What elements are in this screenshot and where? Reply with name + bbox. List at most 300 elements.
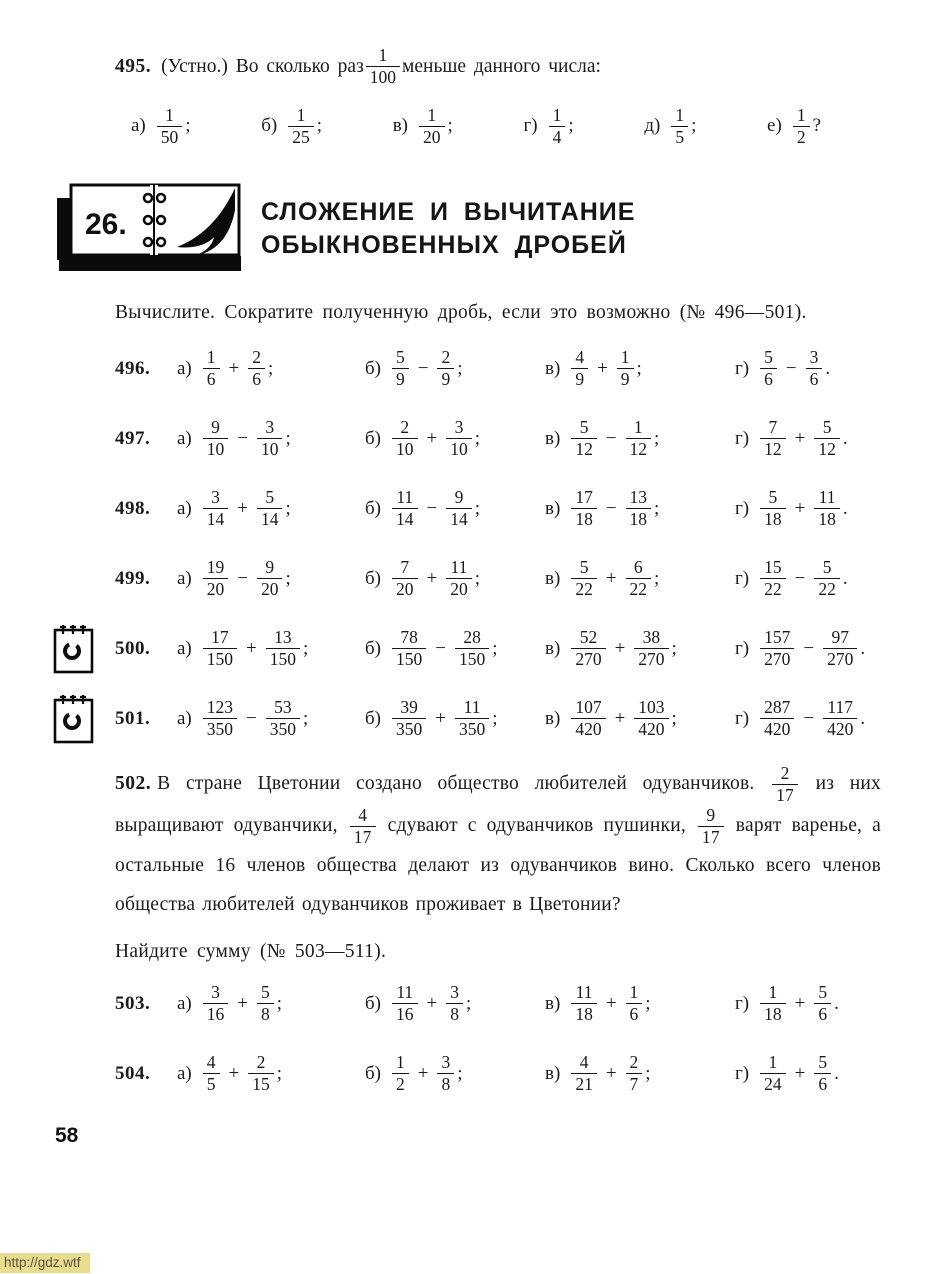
fraction	[617, 348, 634, 390]
operator: +	[426, 992, 438, 1014]
fraction	[806, 348, 823, 390]
fraction-numerator: 7	[400, 556, 410, 577]
fraction-denominator: 25	[288, 126, 314, 147]
item-label: а)	[177, 357, 192, 379]
fraction-denominator: 270	[760, 648, 794, 669]
problem-number: 499.	[115, 567, 151, 589]
fraction-denominator: 14	[446, 508, 472, 529]
fraction-denominator: 50	[157, 126, 183, 147]
exercise-item	[365, 348, 545, 390]
operator: +	[794, 427, 806, 449]
punctuation: ;	[654, 497, 660, 519]
fraction-numerator: 2	[256, 1052, 266, 1073]
item-label: в)	[545, 357, 561, 379]
item-label: г)	[735, 497, 750, 519]
item-label: в)	[545, 427, 561, 449]
punctuation: ;	[285, 427, 291, 449]
item-label: г)	[735, 567, 750, 589]
operator: +	[237, 497, 248, 519]
exercise-item	[644, 106, 696, 148]
fraction-numerator: 1	[768, 1052, 778, 1073]
text-segment: меньше данного числа:	[402, 55, 601, 77]
item-label: б)	[365, 567, 381, 589]
fraction-numerator: 1	[620, 346, 630, 367]
exercise-item	[177, 418, 365, 460]
fraction	[392, 628, 426, 670]
item-label: б)	[365, 427, 381, 449]
fraction	[157, 106, 183, 148]
punctuation: ;	[645, 1062, 651, 1084]
fraction	[437, 348, 454, 390]
fraction-numerator: 4	[206, 1052, 216, 1073]
punctuation: .	[860, 637, 866, 659]
exercise-item	[365, 488, 545, 530]
exercise-item	[393, 106, 453, 148]
fraction-numerator: 1	[768, 982, 778, 1003]
fraction-numerator: 287	[764, 696, 791, 717]
fraction-numerator: 5	[265, 486, 275, 507]
operator: +	[426, 427, 438, 449]
fraction	[626, 983, 643, 1025]
fraction-denominator: 9	[437, 368, 454, 389]
item-label: г)	[735, 427, 750, 449]
fraction	[760, 1053, 786, 1095]
fraction	[760, 418, 786, 460]
problem-number: 496.	[115, 357, 151, 379]
punctuation: ;	[447, 115, 453, 137]
fraction	[203, 983, 229, 1025]
fraction	[634, 698, 668, 740]
fraction-numerator: 7	[768, 416, 778, 437]
exercise-row	[115, 1049, 881, 1098]
fraction	[248, 1053, 274, 1095]
operator: +	[614, 707, 626, 729]
fraction-numerator: 3	[450, 982, 459, 1003]
fraction	[203, 488, 229, 530]
item-label: г)	[735, 1062, 750, 1084]
exercise-group-sum	[115, 979, 881, 1098]
fraction-numerator: 5	[822, 416, 832, 437]
problem-495-items	[115, 106, 881, 148]
exercise-row	[115, 979, 881, 1028]
fraction	[571, 418, 597, 460]
fraction-numerator: 13	[274, 626, 292, 647]
exercise-item	[735, 348, 881, 390]
item-label: д)	[644, 115, 661, 137]
fraction-denominator: 22	[760, 578, 786, 599]
fraction-numerator: 1	[633, 416, 643, 437]
fraction-numerator: 17	[211, 626, 229, 647]
fraction-numerator: 11	[575, 982, 593, 1003]
fraction-denominator: 350	[203, 718, 237, 739]
exercise-item	[177, 1053, 365, 1095]
exercise-item	[545, 418, 735, 460]
exercise-item	[177, 348, 365, 390]
fraction-denominator: 2	[793, 126, 810, 147]
fraction-denominator: 100	[366, 66, 400, 87]
section-title	[261, 196, 635, 262]
operator: −	[417, 357, 429, 379]
exercise-item	[545, 348, 735, 390]
operator: +	[237, 992, 248, 1014]
fraction	[634, 628, 668, 670]
fraction	[392, 698, 426, 740]
fraction-numerator: 5	[260, 982, 270, 1003]
fraction-numerator: 15	[764, 556, 782, 577]
item-label: а)	[177, 707, 192, 729]
fraction	[203, 628, 237, 670]
punctuation: ;	[671, 707, 677, 729]
fraction-denominator: 20	[446, 578, 472, 599]
fraction-numerator: 6	[633, 556, 643, 577]
operator: −	[794, 567, 806, 589]
fraction-denominator: 17	[772, 784, 798, 805]
fraction-numerator: 39	[400, 696, 418, 717]
exercise-row	[115, 554, 881, 603]
item-label: г)	[735, 707, 750, 729]
fraction	[626, 488, 652, 530]
punctuation: ;	[465, 992, 472, 1014]
exercise-item	[523, 106, 573, 148]
fraction-numerator: 53	[274, 696, 292, 717]
fraction-numerator: 123	[206, 696, 234, 717]
item-label: г)	[523, 115, 538, 137]
punctuation: ;	[636, 357, 642, 379]
fraction	[392, 418, 418, 460]
fraction	[793, 106, 810, 148]
fraction-numerator: 1	[427, 104, 437, 125]
item-label: а)	[177, 637, 192, 659]
fraction	[350, 806, 376, 848]
fraction	[203, 1053, 220, 1095]
fraction	[772, 764, 798, 806]
fraction-numerator: 5	[768, 486, 778, 507]
fraction-denominator: 350	[266, 718, 300, 739]
fraction-denominator: 270	[634, 648, 668, 669]
fraction-denominator: 18	[760, 1003, 786, 1024]
exercise-item	[545, 698, 735, 740]
watermark-url: http://gdz.wtf	[0, 1253, 90, 1273]
punctuation: ;	[568, 115, 574, 137]
fraction-denominator: 350	[455, 718, 489, 739]
fraction	[571, 698, 605, 740]
punctuation: ;	[654, 567, 660, 589]
fraction-numerator: 2	[400, 416, 410, 437]
operator: −	[803, 707, 815, 729]
fraction-denominator: 8	[257, 1003, 274, 1024]
operator: −	[785, 357, 797, 379]
punctuation: .	[860, 707, 866, 729]
fraction	[392, 983, 418, 1025]
fraction-denominator: 14	[203, 508, 229, 529]
item-label: а)	[177, 992, 192, 1014]
fraction-numerator: 5	[579, 416, 589, 437]
exercise-item	[261, 106, 322, 148]
exercise-item	[365, 1053, 545, 1095]
notepad-icon	[51, 623, 97, 677]
fraction-denominator: 20	[203, 578, 229, 599]
item-label: г)	[735, 992, 750, 1014]
problem-number: 501.	[115, 707, 151, 729]
fraction-denominator: 18	[571, 1003, 597, 1024]
exercise-item	[177, 488, 365, 530]
fraction	[760, 698, 794, 740]
fraction-denominator: 10	[392, 438, 418, 459]
operator: −	[605, 427, 617, 449]
punctuation: ;	[285, 567, 291, 589]
exercise-row	[115, 624, 881, 673]
fraction-numerator: 1	[552, 104, 562, 125]
fraction-denominator: 15	[248, 1073, 274, 1094]
notepad-margin-icon	[51, 693, 97, 747]
text-segment: В стране Цветонии создано общество любителей одуванчиков.	[157, 773, 771, 795]
fraction-numerator: 1	[796, 104, 806, 125]
operator: −	[435, 637, 446, 659]
instruction-find-sum: Найдите сумму (№ 503—511).	[115, 941, 387, 963]
fraction	[626, 418, 652, 460]
exercise-item	[735, 628, 881, 670]
fraction	[571, 628, 605, 670]
fraction-denominator: 10	[257, 438, 283, 459]
punctuation: .	[842, 567, 848, 589]
section-title-line2: ОБЫКНОВЕННЫХ ДРОБЕЙ	[261, 231, 627, 259]
item-label: в)	[545, 637, 561, 659]
item-label: г)	[735, 357, 750, 379]
fraction-denominator: 150	[203, 648, 237, 669]
fraction	[760, 488, 786, 530]
problem-495-intro	[115, 46, 881, 88]
operator: +	[597, 357, 608, 379]
exercise-row	[115, 694, 881, 743]
fraction-numerator: 1	[206, 346, 216, 367]
fraction-denominator: 6	[760, 368, 777, 389]
exercise-item	[735, 488, 881, 530]
fraction-denominator: 420	[823, 718, 857, 739]
fraction-numerator: 3	[441, 1052, 451, 1073]
notebook-illustration	[55, 182, 245, 277]
fraction-denominator: 17	[350, 826, 376, 847]
fraction-denominator: 24	[760, 1073, 786, 1094]
fraction-numerator: 117	[827, 696, 854, 717]
fraction-denominator: 17	[698, 826, 724, 847]
fraction	[571, 983, 597, 1025]
exercise-item	[365, 698, 545, 740]
fraction-numerator: 97	[831, 626, 849, 647]
exercise-item	[735, 558, 881, 600]
fraction	[814, 558, 840, 600]
fraction	[814, 488, 840, 530]
fraction-denominator: 6	[248, 368, 265, 389]
fraction-numerator: 157	[764, 626, 791, 647]
fraction-denominator: 18	[760, 508, 786, 529]
exercise-item	[545, 558, 735, 600]
operator: −	[246, 707, 257, 729]
item-label: а)	[177, 427, 192, 449]
fraction-denominator: 14	[392, 508, 418, 529]
punctuation: ;	[492, 707, 498, 729]
fraction-numerator: 11	[450, 556, 468, 577]
fraction-numerator: 4	[575, 346, 585, 367]
operator: −	[605, 497, 617, 519]
fraction	[549, 106, 566, 148]
operator: +	[794, 1062, 806, 1084]
punctuation: ;	[185, 115, 191, 137]
fraction	[814, 1053, 831, 1095]
exercise-item	[177, 983, 365, 1025]
exercise-group-compute	[115, 344, 881, 743]
fraction-denominator: 9	[617, 368, 634, 389]
fraction-denominator: 4	[549, 126, 566, 147]
fraction-denominator: 10	[203, 438, 229, 459]
fraction-denominator: 12	[814, 438, 840, 459]
fraction	[446, 488, 472, 530]
fraction-numerator: 5	[579, 556, 589, 577]
fraction-numerator: 5	[818, 982, 828, 1003]
operator: −	[803, 637, 815, 659]
fraction-numerator: 3	[211, 982, 220, 1003]
text-segment: сдувают с одуванчиков пушинки,	[377, 814, 696, 836]
fraction	[203, 698, 237, 740]
fraction-numerator: 3	[211, 486, 220, 507]
fraction	[437, 1053, 454, 1095]
fraction-denominator: 150	[455, 648, 489, 669]
fraction-denominator: 20	[419, 126, 445, 147]
fraction-numerator: 103	[638, 696, 665, 717]
punctuation: ;	[276, 1062, 283, 1084]
exercise-item	[735, 418, 881, 460]
section-badge	[55, 182, 245, 277]
fraction-numerator: 2	[252, 346, 261, 367]
operator: +	[605, 1062, 617, 1084]
fraction-numerator: 2	[629, 1052, 639, 1073]
fraction-denominator: 10	[446, 438, 472, 459]
text-segment: (Устно.) Во сколько раз	[161, 55, 364, 77]
fraction	[571, 488, 597, 530]
fraction-denominator: 20	[392, 578, 418, 599]
exercise-item	[131, 106, 191, 148]
punctuation: .	[842, 497, 848, 519]
exercise-item	[365, 418, 545, 460]
fraction	[203, 348, 220, 390]
fraction-numerator: 9	[211, 416, 220, 437]
fraction-numerator: 5	[822, 556, 832, 577]
problem-number: 497.	[115, 427, 151, 449]
fraction-denominator: 18	[814, 508, 840, 529]
punctuation: .	[842, 427, 848, 449]
fraction	[392, 348, 409, 390]
item-label: б)	[365, 992, 381, 1014]
fraction-denominator: 20	[257, 578, 283, 599]
fraction	[814, 983, 831, 1025]
fraction-numerator: 3	[265, 416, 275, 437]
punctuation: ;	[267, 357, 274, 379]
exercise-item	[735, 983, 881, 1025]
fraction	[571, 1053, 597, 1095]
fraction-numerator: 4	[579, 1052, 589, 1073]
operator: +	[614, 637, 626, 659]
fraction	[760, 348, 777, 390]
fraction	[203, 558, 229, 600]
fraction	[392, 558, 418, 600]
fraction-denominator: 150	[266, 648, 300, 669]
fraction-denominator: 9	[571, 368, 588, 389]
exercise-row	[115, 344, 881, 393]
punctuation: .	[834, 1062, 839, 1084]
item-label: б)	[261, 115, 278, 137]
fraction-numerator: 1	[629, 982, 639, 1003]
punctuation: ;	[671, 637, 677, 659]
fraction	[392, 1053, 409, 1095]
fraction-numerator: 52	[579, 626, 598, 647]
item-label: б)	[365, 707, 381, 729]
page-number: 58	[55, 1124, 79, 1148]
problem-number: 500.	[115, 637, 151, 659]
fraction-denominator: 420	[760, 718, 794, 739]
exercise-item	[767, 106, 821, 148]
fraction	[257, 983, 274, 1025]
fraction-numerator: 5	[764, 346, 773, 367]
fraction-numerator: 38	[642, 626, 661, 647]
section-header	[55, 181, 881, 277]
problem-number: 503.	[115, 992, 151, 1014]
fraction	[626, 558, 652, 600]
problem-495	[115, 46, 881, 147]
fraction-denominator: 16	[392, 1003, 418, 1024]
punctuation: ;	[457, 357, 463, 379]
fraction-denominator: 14	[257, 508, 283, 529]
exercise-item	[365, 558, 545, 600]
exercise-item	[735, 1053, 881, 1095]
exercise-item	[177, 628, 365, 670]
fraction	[288, 106, 314, 148]
notepad-margin-icon	[51, 623, 97, 677]
fraction	[571, 558, 597, 600]
fraction	[257, 558, 283, 600]
fraction-denominator: 5	[671, 126, 688, 147]
punctuation: ;	[316, 115, 323, 137]
punctuation: ;	[474, 567, 480, 589]
fraction	[266, 698, 300, 740]
fraction-denominator: 12	[571, 438, 597, 459]
punctuation: ;	[654, 427, 660, 449]
fraction-denominator: 6	[203, 368, 220, 389]
fraction-denominator: 16	[203, 1003, 229, 1024]
text-segment: из них выращивают одуванчики,	[115, 773, 881, 836]
exercise-item	[365, 628, 545, 670]
item-label: в)	[545, 1062, 561, 1084]
text-segment: варят варенье, а остальные 16 членов общества делают из одуванчиков вино. Сколько всего членов общества любителей одуванчиков проживает в Цветонии?	[115, 814, 881, 915]
operator: −	[237, 567, 248, 589]
fraction	[257, 418, 283, 460]
fraction	[814, 418, 840, 460]
punctuation: .	[825, 357, 831, 379]
problem-502	[115, 764, 881, 924]
fraction-denominator: 270	[571, 648, 605, 669]
operator: −	[237, 427, 248, 449]
fraction-numerator: 3	[809, 346, 819, 367]
fraction-denominator: 420	[634, 718, 668, 739]
operator: +	[228, 1062, 240, 1084]
fraction-denominator: 6	[806, 368, 823, 389]
fraction	[671, 106, 688, 148]
exercise-item	[545, 628, 735, 670]
problem-number: 504.	[115, 1062, 151, 1084]
exercise-item	[545, 1053, 735, 1095]
fraction-numerator: 9	[454, 486, 464, 507]
problem-number: 498.	[115, 497, 151, 519]
fraction	[446, 558, 472, 600]
fraction-numerator: 13	[629, 486, 648, 507]
